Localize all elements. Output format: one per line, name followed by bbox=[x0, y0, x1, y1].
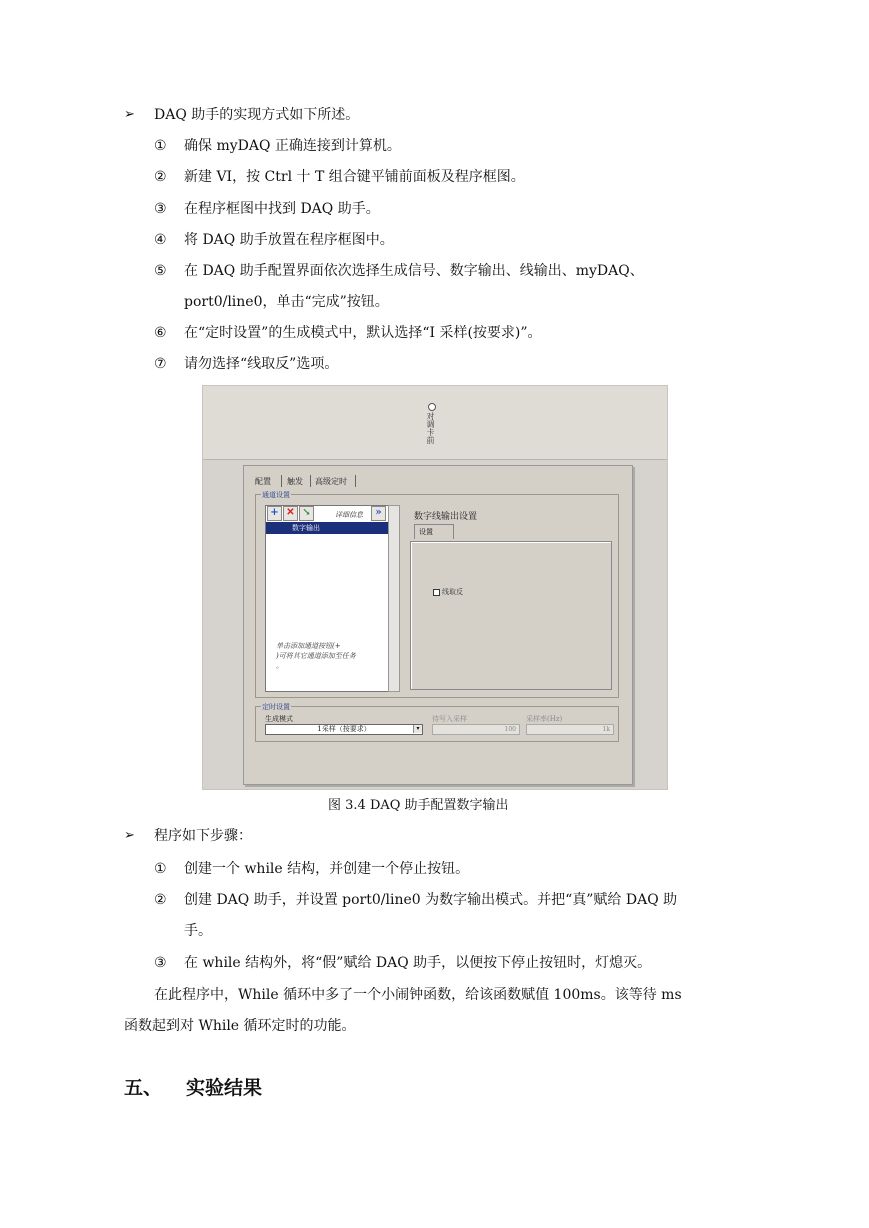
remove-channel-button[interactable]: ✕ bbox=[283, 506, 298, 521]
step-number: ② bbox=[154, 892, 167, 908]
step-text: 在程序框图中找到 DAQ 助手。 bbox=[184, 201, 380, 217]
channel-list-scrollbar[interactable] bbox=[388, 505, 400, 692]
invert-line-label: 线取反 bbox=[442, 588, 463, 596]
tab-divider bbox=[355, 475, 356, 487]
sample-rate-label: 采样率(Hz) bbox=[526, 715, 563, 723]
settings-tab-label: 设置 bbox=[419, 528, 433, 536]
step-text: 确保 myDAQ 正确连接到计算机。 bbox=[184, 138, 401, 154]
section-heading: 实验结果 bbox=[186, 1077, 263, 1099]
add-channel-button[interactable]: + bbox=[267, 506, 282, 521]
details-toggle-button[interactable]: » bbox=[371, 506, 386, 521]
tab-divider bbox=[281, 475, 282, 487]
step-number: ② bbox=[154, 169, 167, 185]
radio-button[interactable] bbox=[428, 403, 436, 411]
step-text: 在 DAQ 助手配置界面依次选择生成信号、数字输出、线输出、myDAQ、 bbox=[184, 263, 644, 279]
tab-advanced-timing[interactable]: 高级定时 bbox=[315, 477, 347, 486]
details-label: 详细信息 bbox=[335, 511, 363, 519]
paragraph-line: 函数起到对 While 循环定时的功能。 bbox=[124, 1018, 356, 1034]
tab-divider bbox=[310, 475, 311, 487]
step-text: 新建 VI，按 Ctrl 十 T 组合键平铺前面板及程序框图。 bbox=[184, 169, 525, 185]
step-text: 将 DAQ 助手放置在程序框图中。 bbox=[184, 232, 394, 248]
tab-trigger[interactable]: 触发 bbox=[287, 477, 303, 486]
samples-to-write-field[interactable]: 100 bbox=[432, 724, 520, 735]
step-text: 创建一个 while 结构，并创建一个停止按钮。 bbox=[184, 861, 470, 877]
chevron-down-icon[interactable]: ▾ bbox=[413, 725, 422, 733]
step-number: ① bbox=[154, 138, 167, 154]
step-number: ⑤ bbox=[154, 263, 167, 279]
paragraph-line: 在此程序中，While 循环中多了一个小闹钟函数，给该函数赋值 100ms。该等待 ms bbox=[154, 987, 682, 1003]
add-channel-hint: 单击添加通道按钮(+ )可将其它通道添加至任务 。 bbox=[276, 642, 356, 670]
step-number: ③ bbox=[154, 955, 167, 971]
daq-assistant-screenshot bbox=[202, 385, 668, 790]
step-number: ③ bbox=[154, 201, 167, 217]
step-text: 在 while 结构外，将“假”赋给 DAQ 助手，以便按下停止按钮时，灯熄灭。 bbox=[184, 955, 652, 971]
timing-settings-title: 定时设置 bbox=[262, 703, 290, 711]
generation-mode-select[interactable]: 1采样（按要求） bbox=[265, 724, 423, 735]
generation-mode-label: 生成模式 bbox=[265, 715, 293, 723]
step-number: ① bbox=[154, 861, 167, 877]
step-text-continued: 手。 bbox=[184, 923, 212, 939]
step-text-continued: port0/line0，单击“完成”按钮。 bbox=[184, 294, 389, 310]
bullet-icon: ➢ bbox=[124, 107, 135, 122]
step-number: ④ bbox=[154, 232, 167, 248]
tab-settings[interactable] bbox=[414, 524, 454, 539]
sample-rate-field[interactable]: 1k bbox=[526, 724, 614, 735]
rename-channel-button[interactable]: ↘ bbox=[299, 506, 314, 521]
step-text: 在“定时设置”的生成模式中，默认选择“I 采样(按要求)”。 bbox=[184, 325, 542, 341]
samples-to-write-label: 待写入采样 bbox=[432, 715, 467, 723]
invert-line-checkbox[interactable] bbox=[433, 589, 440, 596]
radio-label: 对调卡前 bbox=[426, 412, 435, 444]
program-intro-text: 程序如下步骤： bbox=[154, 828, 252, 844]
step-number: ⑦ bbox=[154, 356, 167, 372]
channel-settings-title: 通道设置 bbox=[262, 491, 290, 499]
figure-caption: 图 3.4 DAQ 助手配置数字输出 bbox=[328, 798, 509, 813]
selected-channel[interactable]: 数字输出 bbox=[266, 522, 388, 534]
step-number: ⑥ bbox=[154, 325, 167, 341]
daq-intro-text: DAQ 助手的实现方式如下所述。 bbox=[154, 107, 360, 123]
tab-config[interactable]: 配置 bbox=[255, 477, 271, 486]
digital-line-output-title: 数字线输出设置 bbox=[414, 512, 478, 522]
step-text: 请勿选择“线取反”选项。 bbox=[184, 356, 339, 372]
section-number: 五、 bbox=[124, 1077, 163, 1099]
settings-box bbox=[410, 541, 612, 690]
bullet-icon: ➢ bbox=[124, 828, 135, 843]
step-text: 创建 DAQ 助手，并设置 port0/line0 为数字输出模式。并把“真”赋给 DAQ 助 bbox=[184, 892, 678, 908]
